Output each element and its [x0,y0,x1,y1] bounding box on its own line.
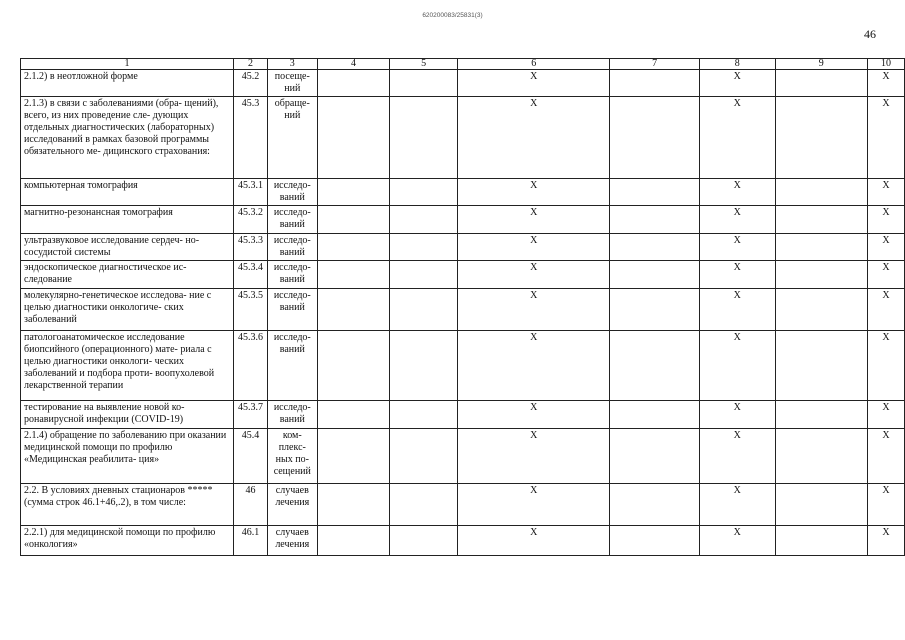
x-mark: X [700,331,776,401]
row-code: 45.3.5 [234,289,268,331]
empty-cell [317,401,390,429]
empty-cell [390,97,458,179]
column-header: 3 [267,59,317,70]
row-unit: обраще- ний [267,97,317,179]
x-mark: X [458,526,610,556]
empty-cell [610,206,700,234]
row-code: 45.3.2 [234,206,268,234]
row-name: магнитно-резонансная томография [21,206,234,234]
empty-cell [775,206,867,234]
x-mark: X [458,401,610,429]
empty-cell [390,331,458,401]
table-row [21,401,905,429]
row-unit: исследо- ваний [267,234,317,261]
empty-cell [610,70,700,97]
empty-cell [317,97,390,179]
table-row [21,261,905,289]
table-header-row [21,59,905,70]
row-unit: исследо- ваний [267,206,317,234]
row-unit: исследо- ваний [267,401,317,429]
x-mark: X [700,179,776,206]
x-mark: X [700,484,776,526]
empty-cell [610,526,700,556]
x-mark: X [868,289,905,331]
x-mark: X [868,526,905,556]
row-name: 2.2. В условиях дневных стационаров *****(сумма строк 46.1+46,.2), в том числе: [21,484,234,526]
empty-cell [317,206,390,234]
table-row [21,97,905,179]
empty-cell [610,429,700,484]
row-code: 45.3.7 [234,401,268,429]
x-mark: X [458,261,610,289]
empty-cell [317,484,390,526]
table-row [21,331,905,401]
row-name: молекулярно-генетическое исследова- ние с целью диагностики онкологиче- ских заболеваний [21,289,234,331]
x-mark: X [458,97,610,179]
x-mark: X [868,234,905,261]
empty-cell [775,484,867,526]
table-row [21,70,905,97]
empty-cell [610,331,700,401]
row-unit: случаев лечения [267,526,317,556]
row-name: 2.2.1) для медицинской помощи по профилю «онкология» [21,526,234,556]
row-unit: исследо- ваний [267,261,317,289]
table-row [21,206,905,234]
column-header: 1 [21,59,234,70]
x-mark: X [700,289,776,331]
empty-cell [775,331,867,401]
empty-cell [775,70,867,97]
empty-cell [610,261,700,289]
row-code: 45.3.4 [234,261,268,289]
empty-cell [610,234,700,261]
x-mark: X [868,484,905,526]
table-row [21,234,905,261]
column-header: 2 [234,59,268,70]
empty-cell [390,526,458,556]
x-mark: X [700,526,776,556]
column-header: 5 [390,59,458,70]
x-mark: X [868,261,905,289]
empty-cell [775,179,867,206]
x-mark: X [868,70,905,97]
x-mark: X [458,484,610,526]
row-code: 46 [234,484,268,526]
empty-cell [610,289,700,331]
empty-cell [775,97,867,179]
table-row [21,526,905,556]
column-header: 10 [868,59,905,70]
row-unit: исследо- ваний [267,289,317,331]
x-mark: X [868,97,905,179]
column-header: 8 [700,59,776,70]
row-code: 46.1 [234,526,268,556]
empty-cell [390,179,458,206]
x-mark: X [700,429,776,484]
x-mark: X [868,331,905,401]
x-mark: X [868,179,905,206]
table-row [21,484,905,526]
empty-cell [775,526,867,556]
row-code: 45.4 [234,429,268,484]
row-name: эндоскопическое диагностическое ис- следование [21,261,234,289]
empty-cell [775,289,867,331]
empty-cell [317,261,390,289]
row-code: 45.3 [234,97,268,179]
empty-cell [775,261,867,289]
row-unit: случаев лечения [267,484,317,526]
column-header: 7 [610,59,700,70]
empty-cell [390,289,458,331]
table-row [21,289,905,331]
x-mark: X [700,261,776,289]
x-mark: X [700,234,776,261]
empty-cell [390,70,458,97]
table-row [21,429,905,484]
row-code: 45.3.6 [234,331,268,401]
x-mark: X [458,234,610,261]
page-number: 46 [864,27,876,41]
row-name: компьютерная томография [21,179,234,206]
row-code: 45.3.3 [234,234,268,261]
column-header: 4 [317,59,390,70]
x-mark: X [700,401,776,429]
column-header: 9 [775,59,867,70]
empty-cell [775,429,867,484]
row-unit: посеще- ний [267,70,317,97]
x-mark: X [868,206,905,234]
empty-cell [610,179,700,206]
empty-cell [317,289,390,331]
row-name: тестирование на выявление новой ко- ронавирусной инфекции (COVID-19) [21,401,234,429]
row-code: 45.3.1 [234,179,268,206]
x-mark: X [458,289,610,331]
row-name: патологоанатомическое исследование биопсийного (операционного) мате- риала с целью диагностики онкологи- ческих заболеваний и подбора проти- воопухолевой лекарственной терапии [21,331,234,401]
row-name: 2.1.4) обращение по заболеванию при оказании медицинской помощи по профилю «Медицинская реабилита- ция» [21,429,234,484]
row-name: 2.1.2) в неотложной форме [21,70,234,97]
empty-cell [775,401,867,429]
empty-cell [390,484,458,526]
row-name: ультразвуковое исследование сердеч- но-сосудистой системы [21,234,234,261]
empty-cell [775,234,867,261]
empty-cell [610,97,700,179]
table-row [21,179,905,206]
empty-cell [317,234,390,261]
column-header: 6 [458,59,610,70]
row-unit: ком- плекс- ных по- сещений [267,429,317,484]
empty-cell [390,206,458,234]
x-mark: X [700,206,776,234]
x-mark: X [458,429,610,484]
x-mark: X [458,206,610,234]
row-unit: исследо- ваний [267,179,317,206]
empty-cell [317,331,390,401]
empty-cell [610,484,700,526]
empty-cell [390,261,458,289]
data-table [20,58,905,556]
x-mark: X [458,331,610,401]
x-mark: X [458,70,610,97]
document-code: 620200083/25831(3) [422,12,483,19]
empty-cell [317,179,390,206]
empty-cell [317,526,390,556]
row-unit: исследо- ваний [267,331,317,401]
x-mark: X [868,401,905,429]
x-mark: X [700,97,776,179]
x-mark: X [700,70,776,97]
empty-cell [610,401,700,429]
empty-cell [390,401,458,429]
row-code: 45.2 [234,70,268,97]
x-mark: X [458,179,610,206]
row-name: 2.1.3) в связи с заболеваниями (обра- щений), всего, из них проведение сле- дующих отдельных диагностических (лабораторных) исследований в рамках базовой программы обязательного ме- дицинского страхования: [21,97,234,179]
empty-cell [317,70,390,97]
empty-cell [317,429,390,484]
empty-cell [390,429,458,484]
x-mark: X [868,429,905,484]
empty-cell [390,234,458,261]
